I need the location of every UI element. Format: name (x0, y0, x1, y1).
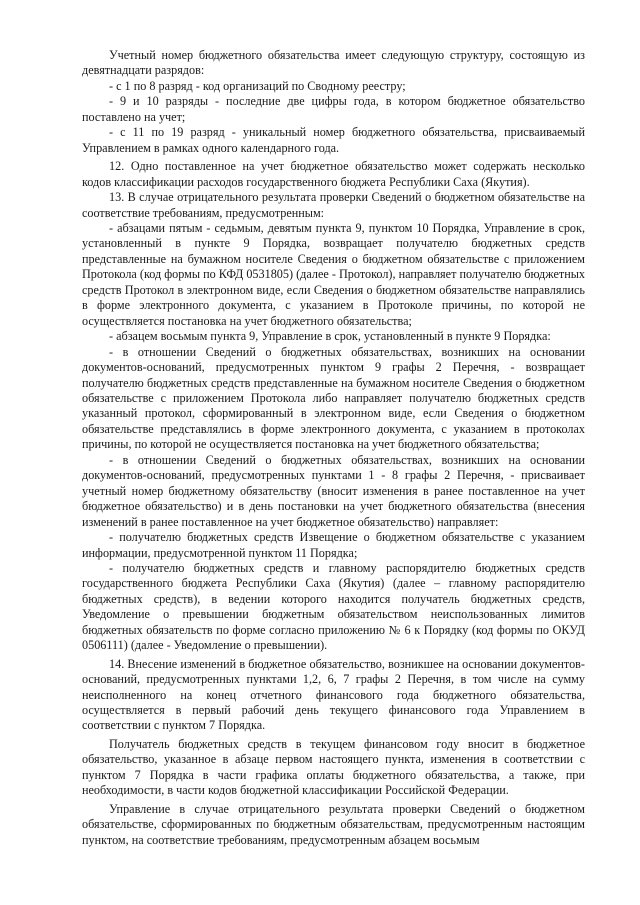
paragraph-item-14: 14. Внесение изменений в бюджетное обязательство, возникшее на основании документов-оснований, предусмотренных пунктами 1,2, 6, 7 графы 2 Перечня, в том числе на сумму неисполненного на конец отчетного финансового года бюджетного обязательства, осуществляется в первый рабочий день текущего финансового года Управлением в соответствии с пунктом 7 Порядка. (82, 656, 585, 733)
paragraph-item-14-management: Управление в случае отрицательного результата проверки Сведений о бюджетном обязательстве, сформированных по бюджетным обязательствам, предусмотренным настоящим пунктом, на соответствие требованиям, предусмотренным абзацем восьмым (82, 801, 585, 847)
paragraph-structure-intro: Учетный номер бюджетного обязательства имеет следующую структуру, состоящую из девятнадцати разрядов: (82, 48, 585, 78)
paragraph-item-13-sub-2a: - в отношении Сведений о бюджетных обязательствах, возникших на основании документов-оснований, предусмотренных пунктом 9 графы 2 Перечня, - возвращает получателю бюджетных средств представленные на бумажном носителе Сведения о бюджетном обязательстве с приложением Протокола либо направляет получателю бюджетных средств указанный протокол, сформированный в электронном виде, если Сведения о бюджетном обязательстве представлялись в форме электронного документа, с указанием в протоколах причины, по которой не осуществляется постановка на учет бюджетного обязательства; (82, 344, 585, 452)
paragraph-item-13: 13. В случае отрицательного результата проверки Сведений о бюджетном обязательстве на соответствие требованиям, предусмотренным: (82, 190, 585, 220)
paragraph-item-13-notice: - получателю бюджетных средств Извещение о бюджетном обязательстве с указанием информации, предусмотренной пунктом 11 Порядка; (82, 530, 585, 560)
paragraph-digits-9-10: - 9 и 10 разряды - последние две цифры года, в котором бюджетное обязательство поставлено на учет; (82, 94, 585, 124)
paragraph-digits-1-8: - с 1 по 8 разряд - код организаций по Сводному реестру; (109, 78, 406, 93)
paragraph-item-14-recipient: Получатель бюджетных средств в текущем финансовом году вносит в бюджетное обязательство, указанное в абзаце первом настоящего пункта, изменения в соответствии с пунктом 7 Порядка в части графика оплаты бюджетного обязательства, а также, при необходимости, в части кодов бюджетной классификации Российской Федерации. (82, 736, 585, 798)
paragraph-item-12: 12. Одно поставленное на учет бюджетное обязательство может содержать несколько кодов классификации расходов государственного бюджета Республики Саха (Якутия). (82, 159, 585, 189)
paragraph-item-13-sub-2b: - в отношении Сведений о бюджетных обязательствах, возникших на основании документов-оснований, предусмотренных пунктами 1 - 8 графы 2 Перечня, - присваивает учетный номер бюджетному обязательству (вносит изменения в ранее поставленное на учет бюджетное обязательство) и в день постановки на учет бюджетного обязательства (внесения изменений в ранее поставленное на учет бюджетное обязательство) направляет: (82, 452, 585, 529)
paragraph-item-13-sub-2: - абзацем восьмым пункта 9, Управление в срок, установленный в пункте 9 Порядка: (109, 329, 551, 344)
paragraph-digits-11-19: - с 11 по 19 разряд - уникальный номер бюджетного обязательства, присваиваемый Управлением в рамках одного календарного года. (82, 125, 585, 155)
paragraph-item-13-sub-1: - абзацами пятым - седьмым, девятым пункта 9, пунктом 10 Порядка, Управление в срок, установленный в пункте 9 Порядка, возвращает получателю бюджетных средств представленные на бумажном носителе Сведения о бюджетном обязательстве с приложением Протокола (код формы по КФД 0531805) (далее - Протокол), направляет получателю бюджетных средств Протокол в электронном виде, если Сведения о бюджетном обязательстве направлялись в форме электронного документа, с указанием в Протоколе причины, по которой не осуществляется постановка на учет бюджетного обязательства; (82, 220, 585, 328)
paragraph-item-13-excess: - получателю бюджетных средств и главному распорядителю бюджетных средств государственного бюджета Республики Саха (Якутия) (далее – главному распорядителю бюджетных средств), в ведении которого находится получатель бюджетных средств, Уведомление о превышении бюджетным обязательством неиспользованных лимитов бюджетных обязательств по форме согласно приложению № 6 к Порядку (код формы по ОКУД 0506111) (далее - Уведомление о превышении). (82, 560, 585, 653)
